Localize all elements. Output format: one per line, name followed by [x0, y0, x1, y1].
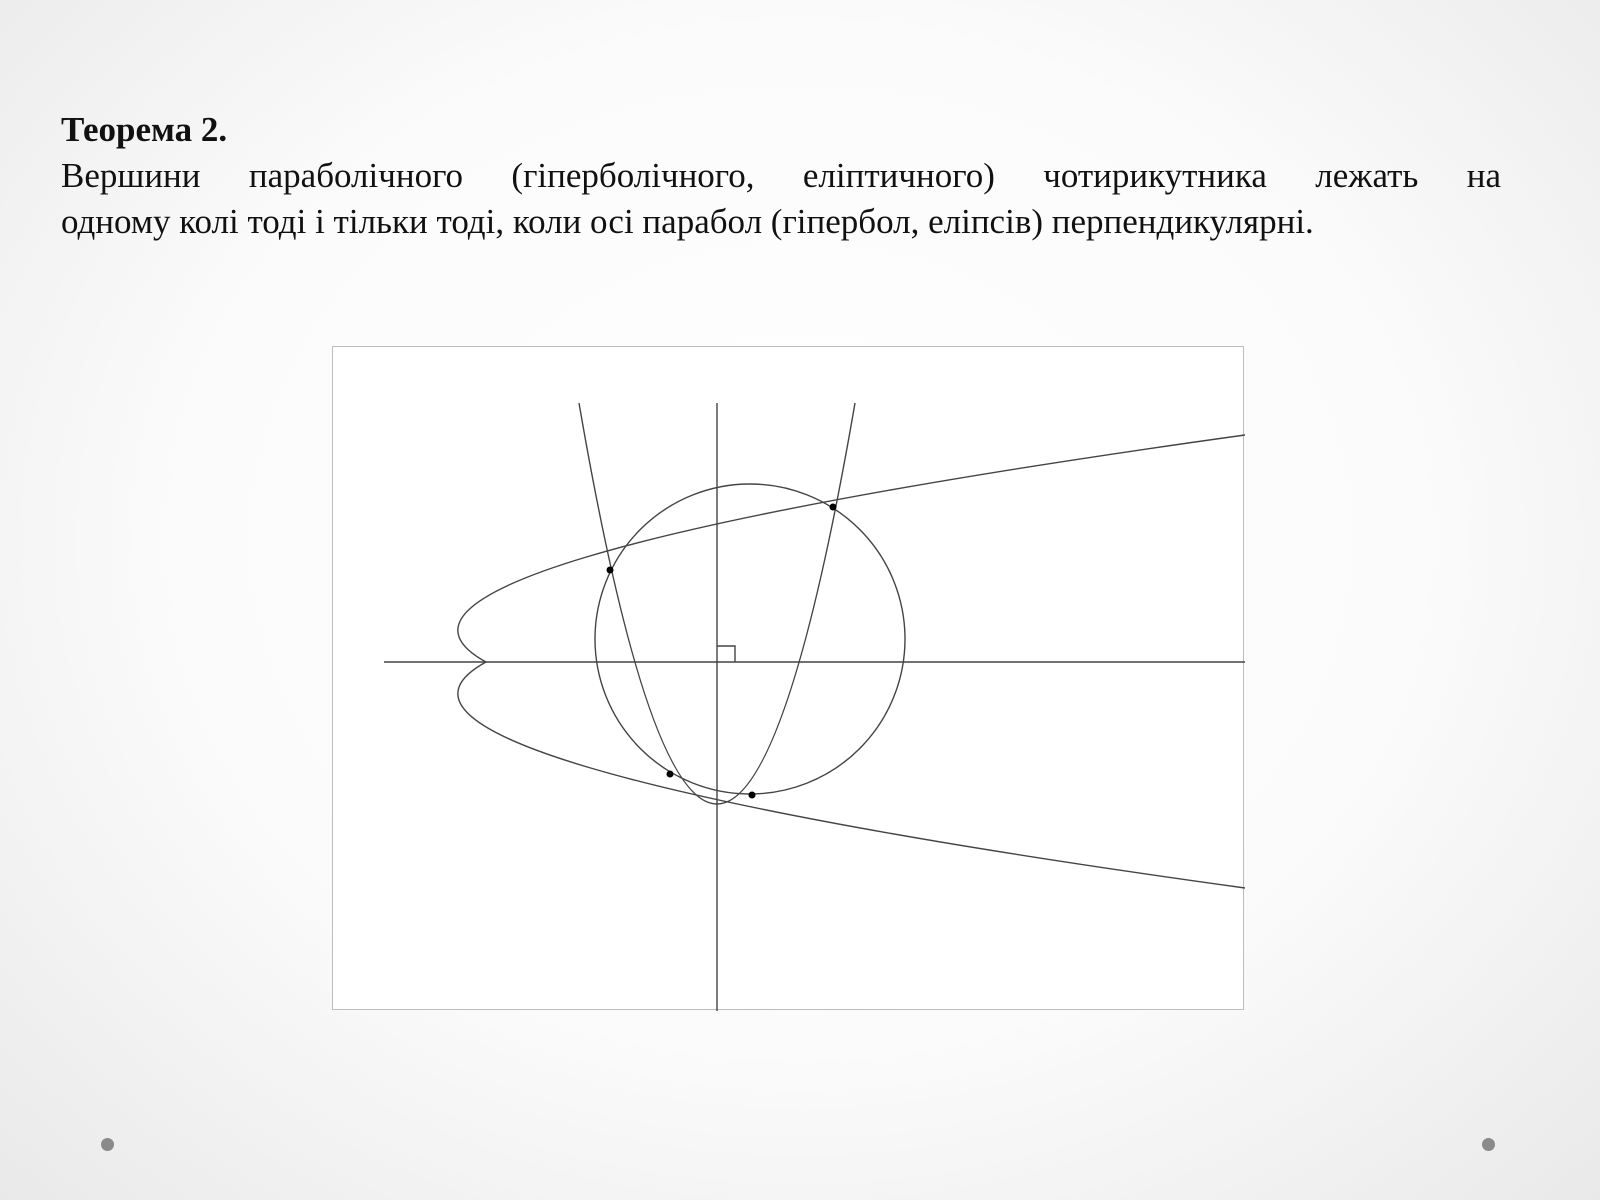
- next-slide-dot[interactable]: [1482, 1138, 1495, 1151]
- diagram-frame: [332, 346, 1244, 1010]
- right-angle-mark: [717, 646, 735, 662]
- intersection-point: [830, 504, 837, 511]
- prev-slide-dot[interactable]: [101, 1138, 114, 1151]
- theorem-statement: [61, 153, 1501, 245]
- intersection-point: [749, 792, 756, 799]
- theorem-title: Теорема 2.: [61, 110, 228, 149]
- parabola-circle-diagram: [333, 347, 1245, 1011]
- intersection-point: [667, 771, 674, 778]
- theorem-line-1: Вершини параболічного (гіперболічного, еліптичного) чотирикутника лежать на: [61, 156, 1501, 195]
- theorem-block: [61, 107, 1501, 245]
- intersection-point: [607, 567, 614, 574]
- theorem-line-2: одному колі тоді і тільки тоді, коли осі парабол (гіпербол, еліпсів) перпендикулярні.: [61, 202, 1314, 241]
- circle: [595, 484, 905, 794]
